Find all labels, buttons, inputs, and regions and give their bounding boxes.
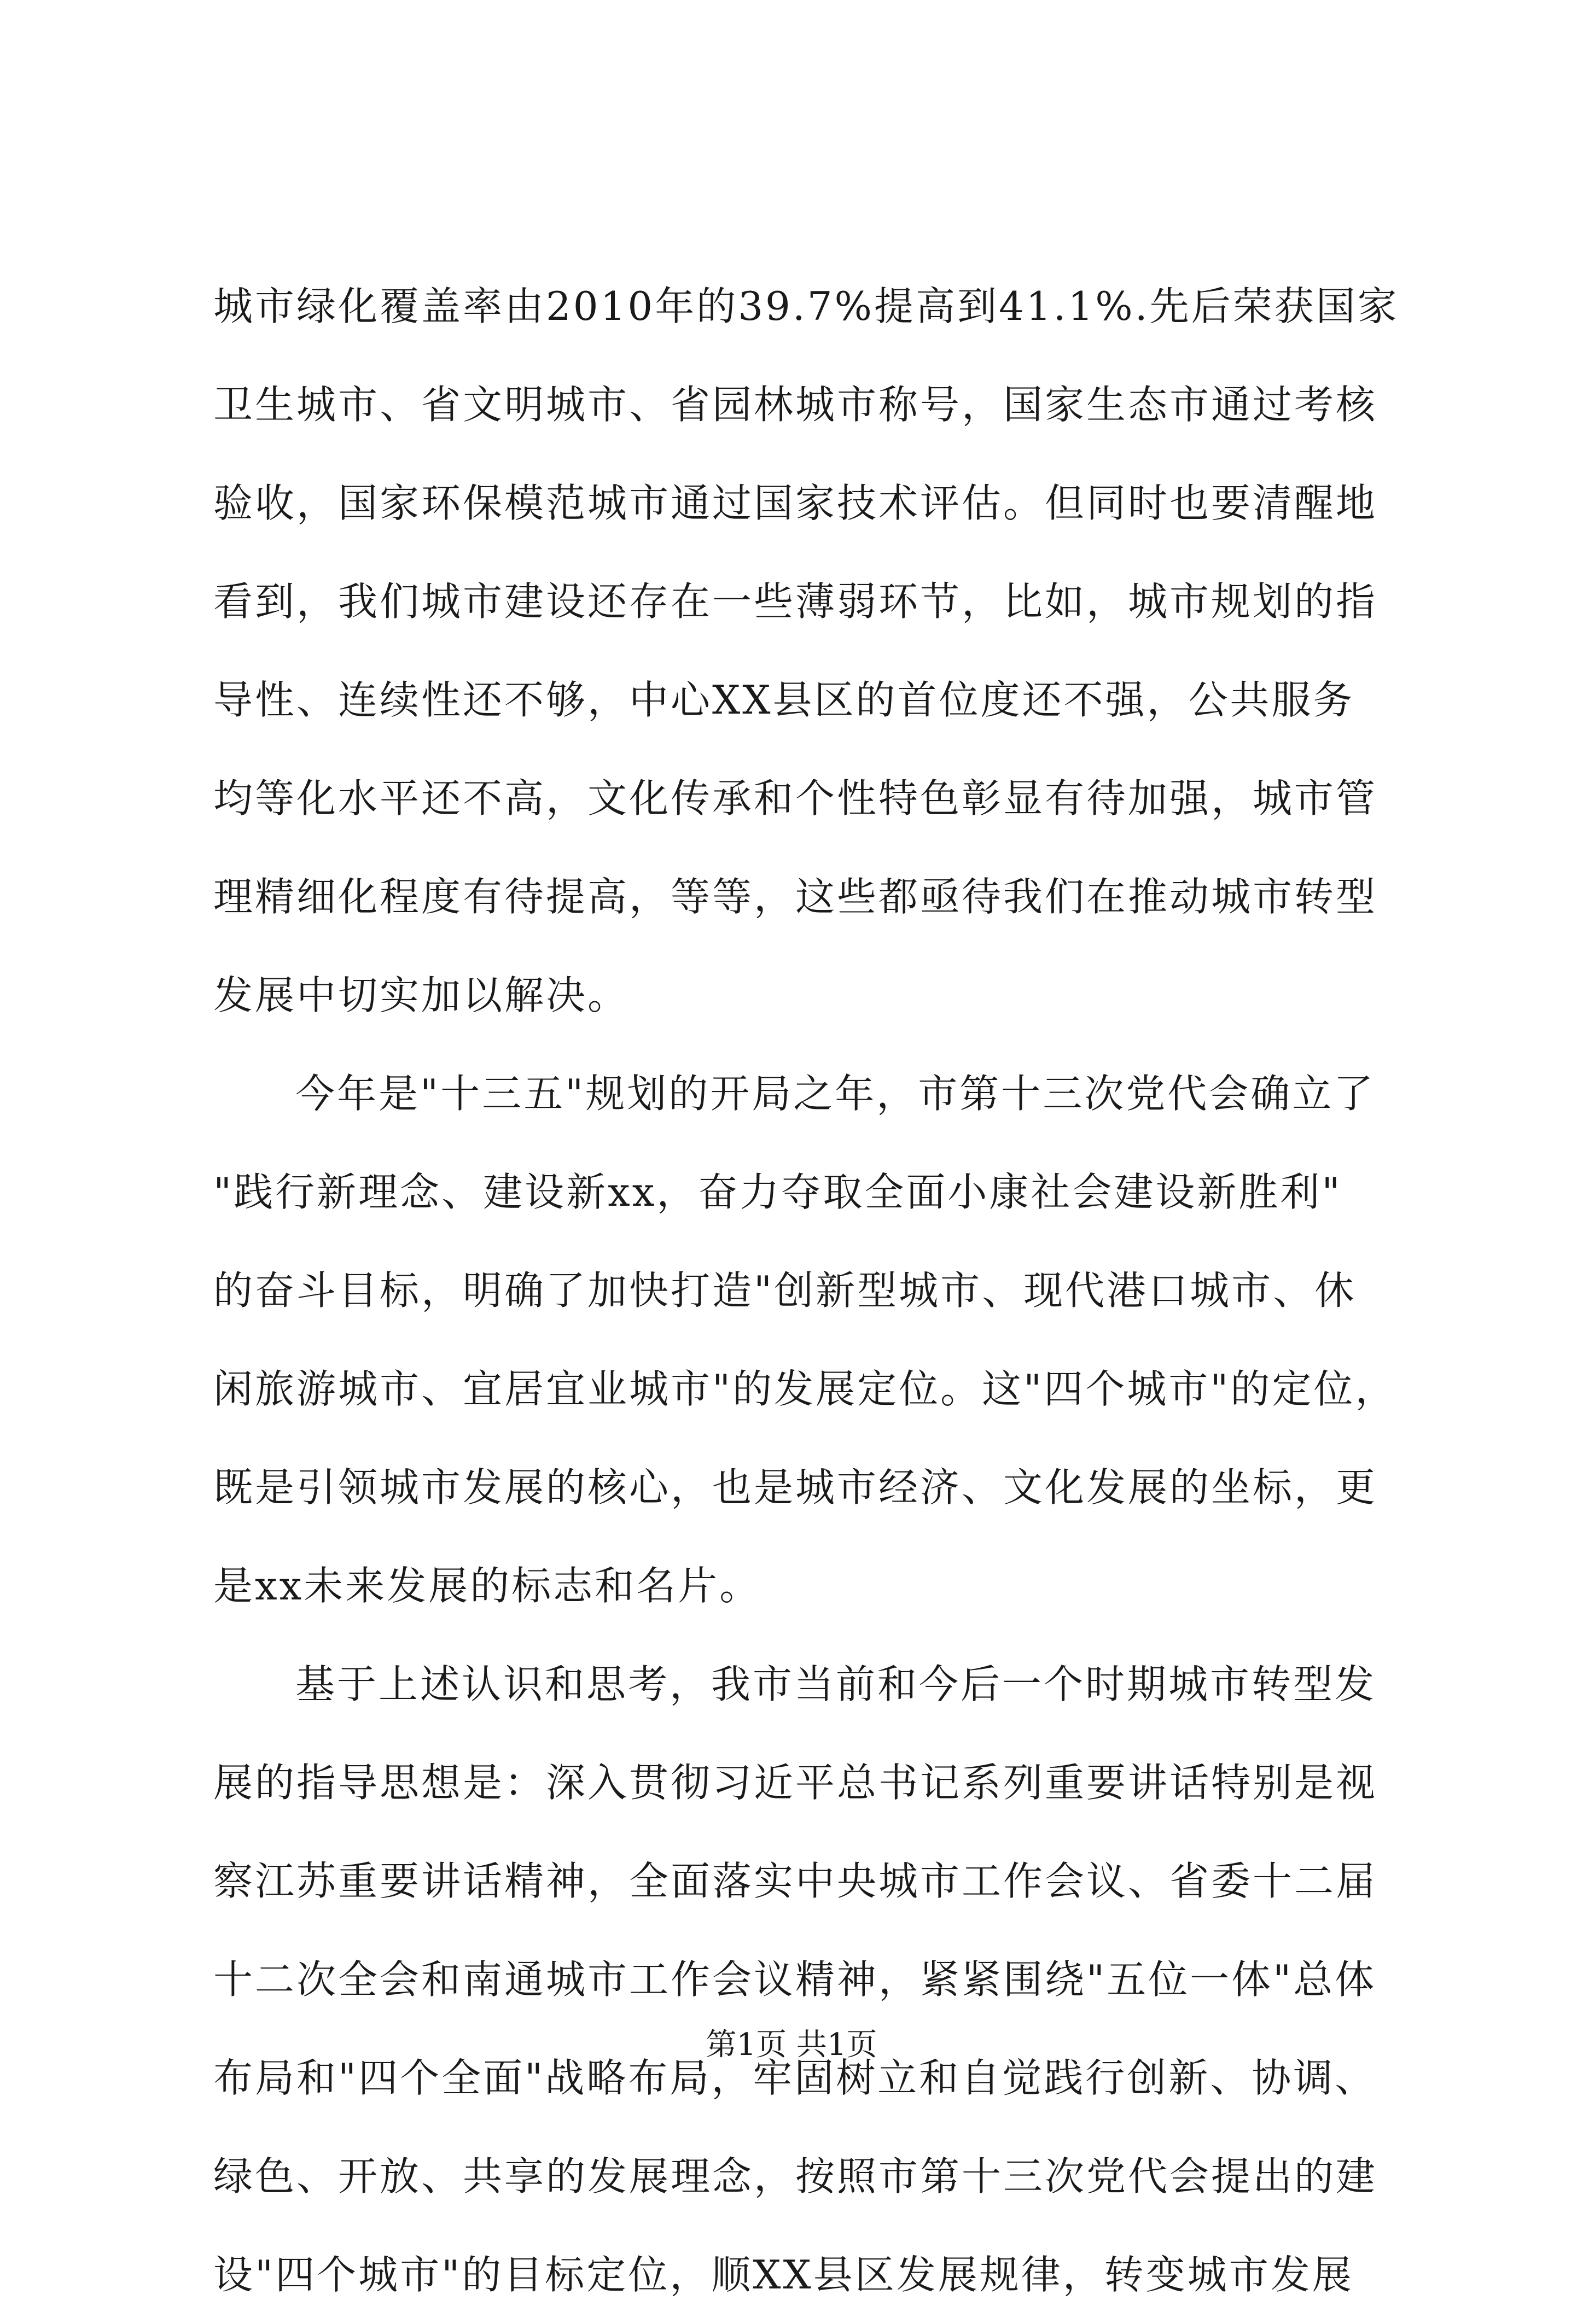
text-line: 看到，我们城市建设还存在一些薄弱环节，比如，城市规划的指 [213, 579, 1378, 624]
text-line: 发展中切实加以解决。 [213, 972, 630, 1018]
text-line: 验收，国家环保模范城市通过国家技术评估。但同时也要清醒地 [213, 480, 1378, 526]
text-line: 既是引领城市发展的核心，也是城市经济、文化发展的坐标，更 [213, 1464, 1378, 1510]
text-line: 的奋斗目标，明确了加快打造"创新型城市、现代港口城市、休 [213, 1268, 1357, 1313]
text-line: 展的指导思想是：深入贯彻习近平总书记系列重要讲话特别是视 [213, 1760, 1378, 1806]
text-line: 察江苏重要讲话精神，全面落实中央城市工作会议、省委十二届 [213, 1858, 1378, 1904]
text-line: 是xx未来发展的标志和名片。 [213, 1563, 761, 1609]
text-line: "践行新理念、建设新xx，奋力夺取全面小康社会建设新胜利" [213, 1169, 1342, 1215]
text-line: 闲旅游城市、宜居宜业城市"的发展定位。这"四个城市"的定位， [213, 1366, 1397, 1412]
text-line: 十二次全会和南通城市工作会议精神，紧紧围绕"五位一体"总体 [213, 1957, 1377, 2002]
text-line: 绿色、开放、共享的发展理念，按照市第十三次党代会提出的建 [213, 2153, 1378, 2199]
paragraph-first-line: 基于上述认识和思考，我市当前和今后一个时期城市转型发 [295, 1661, 1377, 1707]
text-line: 布局和"四个全面"战略布局，牢固树立和自觉践行创新、协调、 [213, 2055, 1377, 2101]
page-footer: 第1页 共1页 [706, 2027, 877, 2063]
text-line: 均等化水平还不高，文化传承和个性特色彰显有待加强，城市管 [213, 775, 1378, 821]
text-line: 设"四个城市"的目标定位，顺XX县区发展规律，转变城市发展 [213, 2252, 1354, 2298]
paragraph-first-line: 今年是"十三五"规划的开局之年，市第十三次党代会确立了 [295, 1071, 1376, 1117]
text-line: 城市绿化覆盖率由2010年的39.7%提高到41.1%.先后荣获国家 [213, 283, 1399, 329]
text-line: 导性、连续性还不够，中心XX县区的首位度还不强，公共服务 [213, 677, 1355, 723]
text-line: 卫生城市、省文明城市、省园林城市称号，国家生态市通过考核 [213, 382, 1378, 428]
text-line: 理精细化程度有待提高，等等，这些都亟待我们在推动城市转型 [213, 874, 1378, 920]
